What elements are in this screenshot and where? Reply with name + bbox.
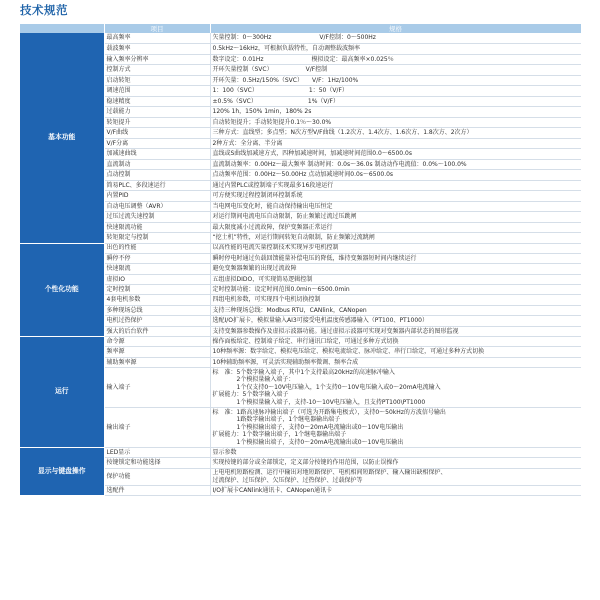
table-row [20, 233, 581, 244]
spec-line: 最大限度减小过流故障，保护变频器正常运行 [212, 223, 333, 231]
spec-cell [210, 96, 581, 107]
table-row [20, 367, 581, 407]
category-cell: 显示与键盘操作 [20, 447, 104, 495]
spec-cell [210, 86, 581, 97]
category-cell: 运行 [20, 337, 104, 448]
spec-line: 直线或S曲线加减速方式，四种加减速时间，加减速时间范围0.0～6500.0s [212, 150, 412, 157]
spec-line: 以高性能的电流矢量控制技术实现异步电机控制 [212, 244, 339, 252]
table-header-row [20, 24, 581, 33]
spec-line: 开环矢量控制（SVC） V/F控制 [212, 66, 328, 73]
spec-cell [210, 485, 581, 495]
table-row [20, 468, 581, 485]
table-row [20, 54, 581, 65]
table-row [20, 253, 581, 263]
item-cell: 调速范围 [104, 86, 210, 97]
spec-line: 支持三种现场总线：Modbus RTU，CANlink，CANopen [212, 306, 367, 314]
spec-cell [210, 305, 581, 315]
spec-cell [210, 447, 581, 457]
item-cell: 直流制动 [104, 159, 210, 170]
table-row [20, 337, 581, 347]
item-cell: 快速限流功能 [104, 222, 210, 233]
spec-cell [210, 233, 581, 244]
spec-line: 对运行期间电流电压自动限制，防止频繁过流过压跳闸 [212, 213, 357, 220]
spec-line: 扩展能力：1个数字输出端子，1个继电器输出端子 [212, 431, 347, 439]
spec-cell [210, 107, 581, 118]
spec-line: 上电电机短路检测、运行中输出对地短路保护、电机相间短路保护、输入输出缺相保护、 [212, 469, 447, 477]
spec-cell [210, 367, 581, 407]
table-row [20, 117, 581, 128]
table-row [20, 128, 581, 139]
table-row [20, 274, 581, 284]
table-row [20, 295, 581, 305]
item-cell: 出色的性能 [104, 243, 210, 253]
table-row [20, 458, 581, 468]
item-cell: 内置PID [104, 191, 210, 202]
spec-line: 10种频率源：数字给定、模拟电压给定、模拟电流给定、脉冲给定、串行口给定，可通过多种方式切换 [212, 348, 485, 356]
spec-cell [210, 222, 581, 233]
item-cell: 定时控制 [104, 285, 210, 295]
item-cell: 启动转矩 [104, 75, 210, 86]
table-row [20, 212, 581, 223]
spec-cell [210, 243, 581, 253]
item-cell: 最高频率 [104, 33, 210, 44]
item-cell: 控制方式 [104, 65, 210, 76]
spec-line: 显示参数 [212, 448, 237, 456]
spec-line: 通过内置PLC或控制端子实现最多16段速运行 [212, 181, 334, 189]
spec-line: 当电网电压变化时，能自动保持输出电压恒定 [212, 202, 333, 210]
table-row [20, 86, 581, 97]
header-spec: 规格 [210, 24, 581, 33]
spec-line: 操作面板给定、控制端子给定、串行通讯口给定，可通过多种方式切换 [212, 337, 399, 345]
spec-line: 定时控制功能：设定时间范围0.0min～6500.0min [212, 286, 350, 293]
header-item: 项目 [104, 24, 210, 33]
spec-line: 120% 1h，150% 1min，180% 2s [212, 108, 312, 115]
table-row [20, 407, 581, 447]
item-cell: 输入频率分辨率 [104, 54, 210, 65]
spec-cell [210, 54, 581, 65]
spec-line: 可方便实现过程控制闭环控制系统 [212, 192, 303, 199]
table-row [20, 170, 581, 181]
item-cell: 自动电压调整（AVR） [104, 201, 210, 212]
spec-cell [210, 44, 581, 55]
spec-line: 三种方式：直线型；多点型；N次方型V/F曲线（1.2次方、1.4次方、1.6次方、1.8次方、2次方） [212, 129, 473, 136]
spec-line: 2个模拟量输入端子： [212, 376, 295, 384]
item-cell: 选配件 [104, 485, 210, 495]
spec-cell [210, 201, 581, 212]
table-row [20, 285, 581, 295]
table-row [20, 243, 581, 253]
spec-cell [210, 75, 581, 86]
spec-line: ±0.5%（SVC） 1%（V/F） [212, 97, 339, 105]
spec-line: 数字设定：0.01Hz 模拟设定：最高频率×0.025％ [212, 55, 394, 63]
spec-line: “挖土机”特性，对运行期间转矩自动限制，防止频繁过流跳闸 [212, 234, 375, 241]
spec-cell [210, 347, 581, 357]
spec-cell [210, 159, 581, 170]
table-row [20, 180, 581, 191]
table-row [20, 191, 581, 202]
table-row [20, 305, 581, 315]
spec-line: 2种方式：全分离、半分离 [212, 139, 283, 147]
item-cell: 电机过热保护 [104, 316, 210, 326]
spec-line: 点动频率范围：0.00Hz～50.00Hz 点动加减速时间0.0s～6500.0s [212, 171, 394, 178]
table-row [20, 138, 581, 149]
spec-cell [210, 295, 581, 305]
spec-cell [210, 285, 581, 295]
spec-cell [210, 212, 581, 223]
table-row [20, 107, 581, 118]
spec-line: 实现按键的部分或全部锁定，定义部分按键的作用范围，以防止误操作 [212, 459, 399, 467]
spec-line: 标 准：5个数字输入端子，其中1个支持最高20kHz的高速脉冲输入 [212, 368, 395, 376]
item-cell: V/F曲线 [104, 128, 210, 139]
item-cell: 载波频率 [104, 44, 210, 55]
item-cell: 瞬停不停 [104, 253, 210, 263]
category-cell: 基本功能 [20, 33, 104, 243]
item-cell: 强大的后台软件 [104, 326, 210, 336]
item-cell: 频率源 [104, 347, 210, 357]
spec-line: 四组电机参数，可实现四个电机切换控制 [212, 296, 321, 304]
category-cell: 个性化功能 [20, 243, 104, 337]
item-cell: 稳速精度 [104, 96, 210, 107]
spec-line: 瞬时停电时通过负载回馈能量补偿电压的降低，维持变频器短时间内继续运行 [212, 254, 417, 262]
table-row [20, 65, 581, 76]
spec-cell [210, 326, 581, 336]
spec-line: 标 准：1路高速脉冲输出端子（可选为开路集电极式），支持0～50kHz的方波信号输出 [212, 408, 446, 416]
table-row [20, 264, 581, 274]
table-body [20, 33, 581, 495]
spec-line: 0.5kHz～16kHz，可根据负载特性，自动调整载波频率 [212, 45, 360, 52]
spec-line: 10种辅助频率源，可灵活实现辅助频率微调、频率合成 [212, 358, 359, 366]
spec-line: 选配I/O扩展卡，模拟量输入AI3可接受电机温度传感器输入（PT100、PT1000） [212, 317, 428, 325]
table-row [20, 33, 581, 44]
spec-table-wrapper [20, 24, 581, 596]
spec-cell [210, 357, 581, 367]
spec-line: 矢量控制：0～300Hz V/F控制：0～500Hz [212, 34, 376, 42]
spec-line: 1个模拟输出端子，支持0～20mA电流输出或0～10V电压输出 [212, 438, 404, 446]
table-row [20, 149, 581, 160]
spec-line: 1个模拟输出端子，支持0～20mA电流输出或0～10V电压输出 [212, 423, 404, 431]
table-row [20, 347, 581, 357]
table-row [20, 96, 581, 107]
item-cell: 多种现场总线 [104, 305, 210, 315]
table-row [20, 357, 581, 367]
item-cell: 按键锁定和功能选择 [104, 458, 210, 468]
spec-line: 1个模拟量输入端子，支持-10～10V电压输入，且支持PT100\PT1000 [212, 398, 426, 406]
spec-cell [210, 316, 581, 326]
spec-cell [210, 264, 581, 274]
item-cell: 命令源 [104, 337, 210, 347]
item-cell: 虚拟IO [104, 274, 210, 284]
spec-line: 五组虚拟DIDO，可实现简易逻辑控制 [212, 275, 313, 283]
spec-cell [210, 138, 581, 149]
spec-cell [210, 458, 581, 468]
item-cell: 保护功能 [104, 468, 210, 485]
item-cell: V/F分离 [104, 138, 210, 149]
table-row [20, 222, 581, 233]
table-row [20, 316, 581, 326]
spec-cell [210, 407, 581, 447]
table-row [20, 44, 581, 55]
table-row [20, 75, 581, 86]
spec-line: 过流保护、过压保护、欠压保护、过热保护、过载保护等 [212, 476, 363, 484]
spec-line: 直流制动频率：0.00Hz～最大频率 制动时间：0.0s～36.0s 制动动作电流值：0.0%～100.0% [212, 160, 467, 168]
item-cell: 转矩提升 [104, 117, 210, 128]
item-cell: 辅助频率源 [104, 357, 210, 367]
table-row [20, 447, 581, 457]
spec-cell [210, 128, 581, 139]
spec-cell [210, 274, 581, 284]
header-blank [20, 24, 104, 33]
spec-line: 避免变频器频繁的出现过流故障 [212, 265, 297, 273]
spec-line: 支持变频器参数操作及虚拟示波器功能。通过虚拟示波器可实现对变频器内部状态的图形监视 [212, 327, 459, 335]
spec-cell [210, 468, 581, 485]
spec-cell [210, 65, 581, 76]
item-cell: 输入端子 [104, 367, 210, 407]
item-cell: LED显示 [104, 447, 210, 457]
spec-cell [210, 117, 581, 128]
item-cell: 点动控制 [104, 170, 210, 181]
spec-cell [210, 253, 581, 263]
item-cell: 过载能力 [104, 107, 210, 118]
page-title: 技术规范 [20, 3, 68, 17]
item-cell: 4套电机参数 [104, 295, 210, 305]
item-cell: 快速限流 [104, 264, 210, 274]
spec-cell [210, 337, 581, 347]
table-row [20, 201, 581, 212]
item-cell: 转矩限定与控制 [104, 233, 210, 244]
item-cell: 简易PLC、多段速运行 [104, 180, 210, 191]
spec-line: 1路数字输出端子，1个继电器输出端子 [212, 416, 341, 424]
item-cell: 加减速曲线 [104, 149, 210, 160]
spec-cell [210, 191, 581, 202]
spec-line: 1：100（SVC） 1：50（V/F） [212, 87, 348, 94]
item-cell: 过压过流失速控制 [104, 212, 210, 223]
item-cell: 输出端子 [104, 407, 210, 447]
spec-line: 开环矢量：0.5Hz/150%（SVC） V/F：1Hz/100% [212, 76, 359, 84]
spec-line: I/O扩展卡CANlink通讯卡、CANopen通讯卡 [212, 486, 333, 494]
spec-cell [210, 33, 581, 44]
table-row [20, 326, 581, 336]
spec-cell [210, 170, 581, 181]
table-row [20, 485, 581, 495]
spec-cell [210, 180, 581, 191]
spec-cell [210, 149, 581, 160]
spec-line: 自动转矩提升；手动转矩提升0.1％～30.0% [212, 118, 332, 126]
table-row [20, 159, 581, 170]
spec-line: 扩展能力：5个数字输入端子 [212, 391, 289, 399]
spec-table [20, 24, 582, 496]
spec-line: 1个仅支持0～10V电压输入，1个支持0～10V电压输入或0～20mA电流输入 [212, 383, 441, 391]
